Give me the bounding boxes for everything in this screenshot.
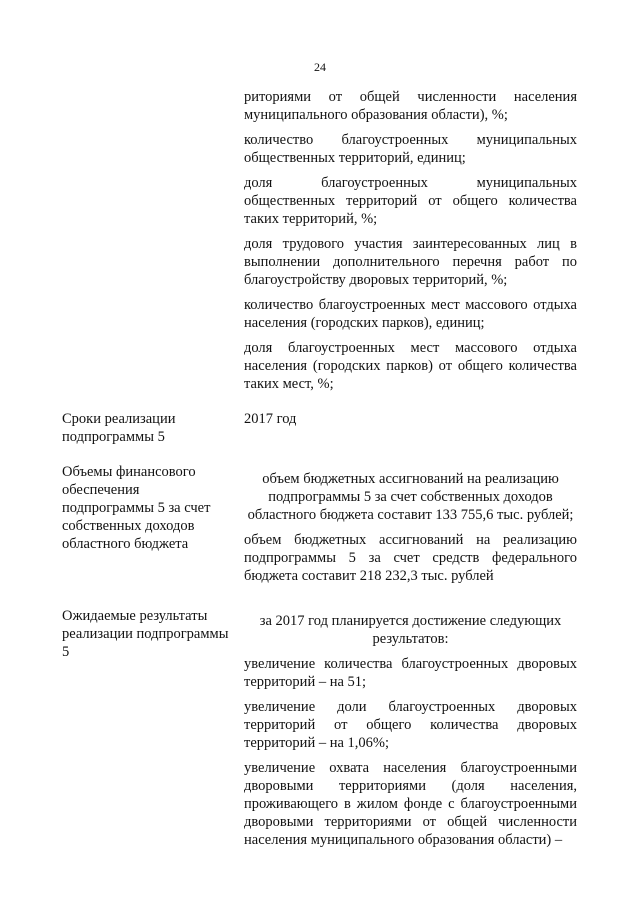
indicator-paragraph: риториями от общей численности населения муниципального образования области), %; [244, 89, 577, 123]
finance-value [244, 470, 577, 592]
result-item: увеличение количества благоустроенных дворовых территорий – на 51; [244, 656, 577, 690]
result-item: увеличение охвата населения благоустроенными дворовыми территориями (доля населения, проживающего в жилом фонде с благоустроенными дворовыми территориями от общей численности населения муниципального образования области) – [244, 760, 577, 848]
terms-value [244, 410, 577, 435]
indicators-list [244, 88, 577, 400]
indicator-paragraph: доля трудового участия заинтересованных лиц в выполнении дополнительного перечня работ по благоустройству дворовых территорий, %; [244, 236, 577, 288]
indicator-paragraph: количество благоустроенных муниципальных общественных территорий, единиц; [244, 132, 577, 166]
results-intro [244, 612, 577, 648]
terms-label: Сроки реализации подпрограммы 5 [62, 411, 176, 445]
terms-text: 2017 год [244, 411, 297, 427]
indicator-paragraph: доля благоустроенных мест массового отдыха населения (городских парков) от общего количества таких мест, %; [244, 340, 577, 392]
indicator-paragraph: доля благоустроенных муниципальных общественных территорий от общего количества таких территорий, %; [244, 175, 577, 227]
finance-own-budget: объем бюджетных ассигнований на реализацию подпрограммы 5 за счет собственных доходов областного бюджета составит 133 755,6 тыс. рублей; [247, 471, 574, 523]
results-label: Ожидаемые результаты реализации подпрограммы 5 [62, 608, 229, 660]
finance-federal-budget: объем бюджетных ассигнований на реализацию подпрограммы 5 за счет средств федерального бюджета составит 218 232,3 тыс. рублей [244, 532, 577, 584]
results-value [244, 612, 577, 856]
finance-label: Объемы финансового обеспечения подпрограммы 5 за счет собственных доходов областного бюджета [62, 464, 211, 552]
results-intro-line: результатов: [372, 631, 449, 647]
indicator-paragraph: количество благоустроенных мест массового отдыха населения (городских парков), единиц; [244, 297, 577, 331]
result-item: увеличение доли благоустроенных дворовых территорий от общего количества дворовых территорий – на 1,06%; [244, 699, 577, 751]
results-intro-line: за 2017 год планируется достижение следующих [259, 613, 562, 629]
page-number: 24 [314, 60, 326, 74]
